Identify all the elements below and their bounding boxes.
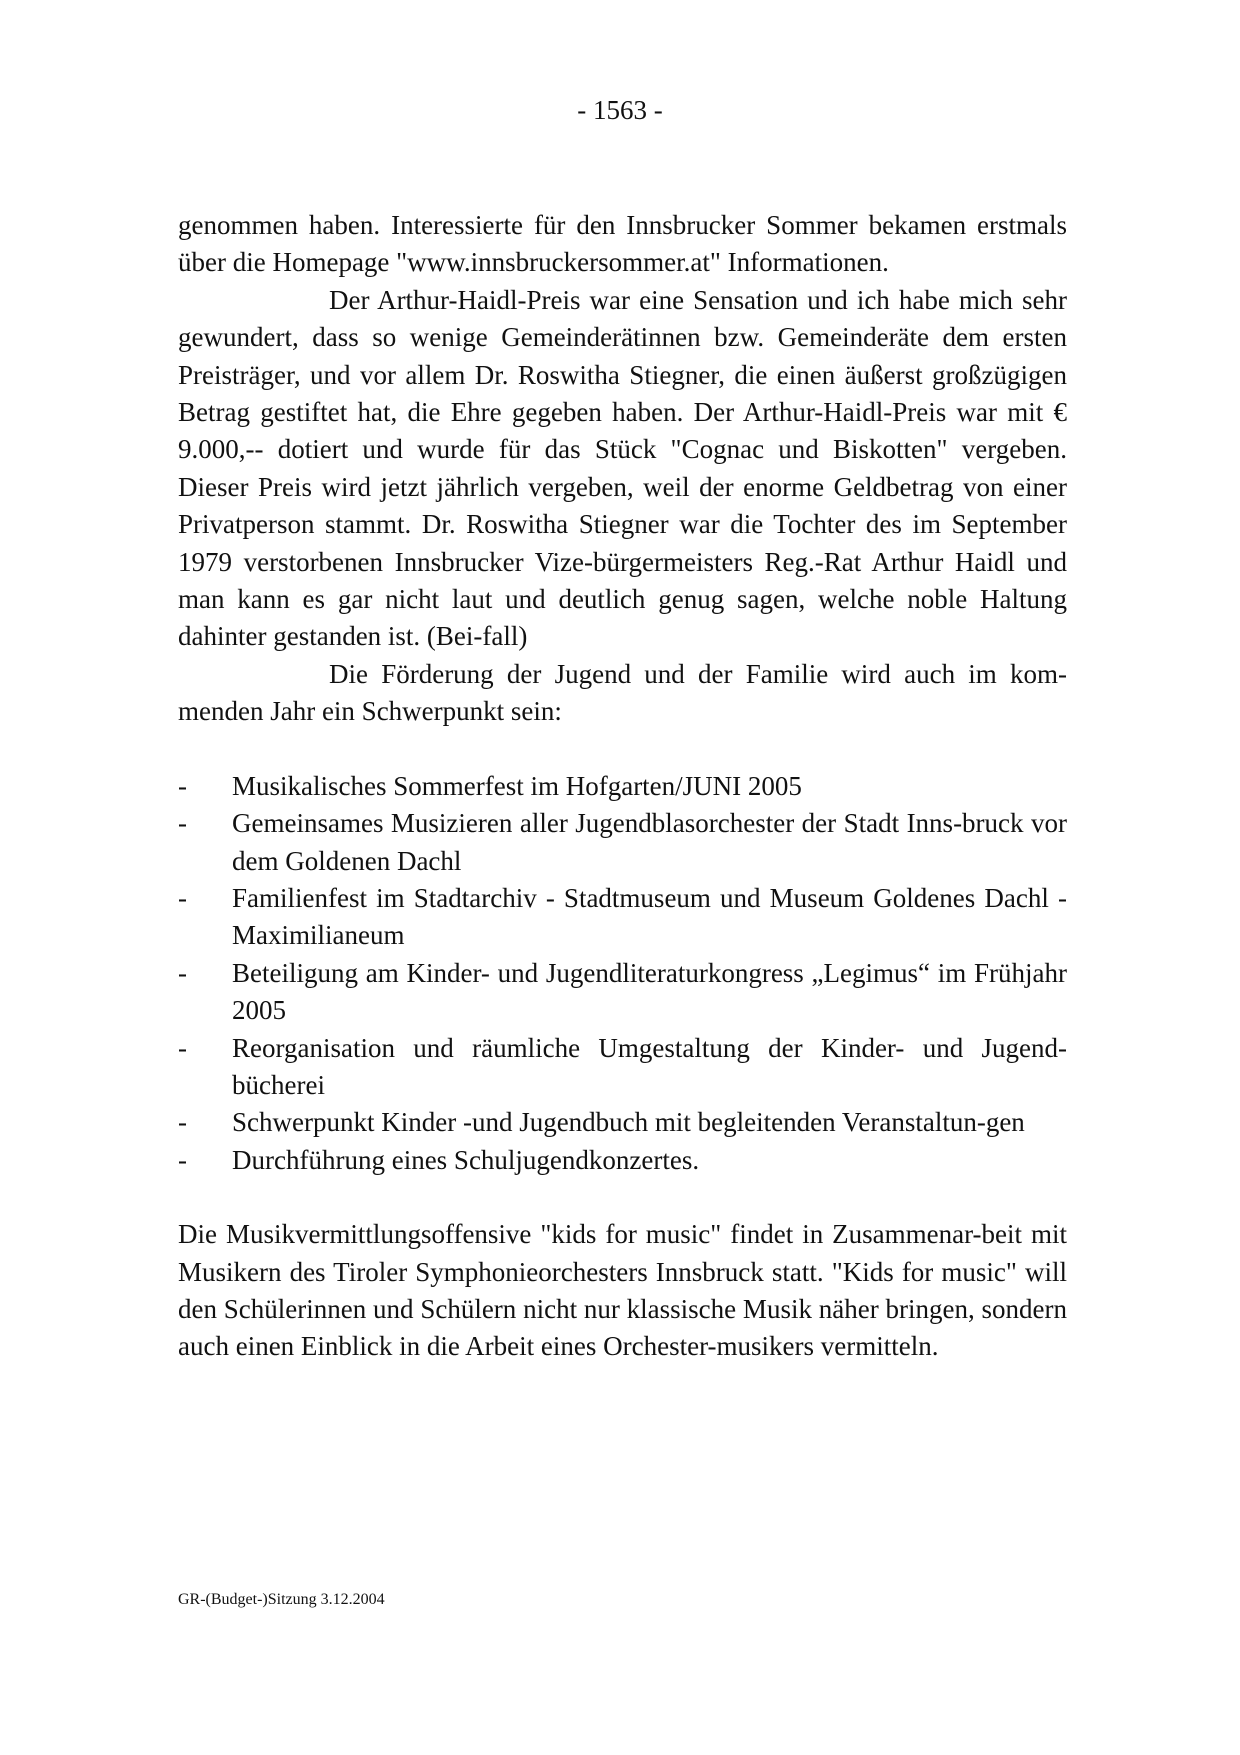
paragraph-kids-for-music: Die Musikvermittlungsoffensive "kids for music" findet in Zusammenar-beit mit Musikern des Tiroler Symphonieorchesters Innsbruck statt. "Kids for music" will den Schülerinnen und Schülern nicht nur klassische Musik näher bringen, sondern auch einen Einblick in die Arbeit eines Orchester-musikers vermitteln. (178, 1219, 1067, 1362)
paragraph-jugend-familie: Die Förderung der Jugend und der Familie wird auch im kom-menden Jahr ein Schwerpunkt sein: (178, 658, 1067, 727)
document-body (178, 207, 1067, 1366)
list-item (178, 1030, 1067, 1105)
list-item-text: Reorganisation und räumliche Umgestaltung der Kinder- und Jugend-bücherei (232, 1032, 1067, 1100)
footer-session-date: GR-(Budget-)Sitzung 3.12.2004 (178, 1591, 385, 1608)
list-dash: - (178, 770, 187, 801)
list-item (178, 1142, 1067, 1179)
list-item-text: Familienfest im Stadtarchiv - Stadtmuseum und Museum Goldenes Dachl - Maximilianeum (232, 882, 1067, 951)
list-item-text: Beteiligung am Kinder- und Jugendliteraturkongress „Legimus“ im Frühjahr 2005 (232, 957, 1067, 1026)
paragraph-homepage: genommen haben. Interessierte für den Innsbrucker Sommer bekamen erstmals über die Homepage "www.innsbruckersommer.at" Informationen. (178, 210, 1067, 278)
event-list (178, 768, 1067, 1179)
list-dash: - (178, 1144, 187, 1175)
list-dash: - (178, 808, 187, 839)
list-item (178, 880, 1067, 955)
list-dash: - (178, 882, 187, 913)
page-number: - 1563 - (577, 95, 663, 125)
list-item-text: Musikalisches Sommerfest im Hofgarten/JUNI 2005 (232, 770, 802, 801)
list-item (178, 768, 1067, 805)
list-item (178, 955, 1067, 1030)
list-item-text: Gemeinsames Musizieren aller Jugendblasorchester der Stadt Inns-bruck vor dem Goldenen Dachl (232, 808, 1067, 876)
list-item (178, 805, 1067, 880)
list-dash: - (178, 957, 187, 988)
list-item-text: Schwerpunkt Kinder -und Jugendbuch mit begleitenden Veranstaltun-gen (232, 1107, 1025, 1138)
list-dash: - (178, 1107, 187, 1138)
list-item-text: Durchführung eines Schuljugendkonzertes. (232, 1144, 700, 1175)
paragraph-arthur-haidl-preis: Der Arthur-Haidl-Preis war eine Sensation und ich habe mich sehr gewundert, dass so wenige Gemeinderätinnen bzw. Gemeinderäte dem ersten Preisträger, und vor allem Dr. Roswitha Stiegner, die einen äußerst großzügigen Betrag gestiftet hat, die Ehre gegeben haben. Der Arthur-Haidl-Preis war mit € 9.000,-- dotiert und wurde für das Stück "Cognac und Biskotten" vergeben. Dieser Preis wird jetzt jährlich vergeben, weil der enorme Geldbetrag von einer Privatperson stammt. Dr. Roswitha Stiegner war die Tochter des im September 1979 verstorbenen Innsbrucker Vize-bürgermeisters Reg.-Rat Arthur Haidl und man kann es gar nicht laut und deutlich genug sagen, welche noble Haltung dahinter gestanden ist. (Bei-fall) (178, 284, 1067, 652)
list-dash: - (178, 1032, 187, 1063)
list-item (178, 1104, 1067, 1141)
